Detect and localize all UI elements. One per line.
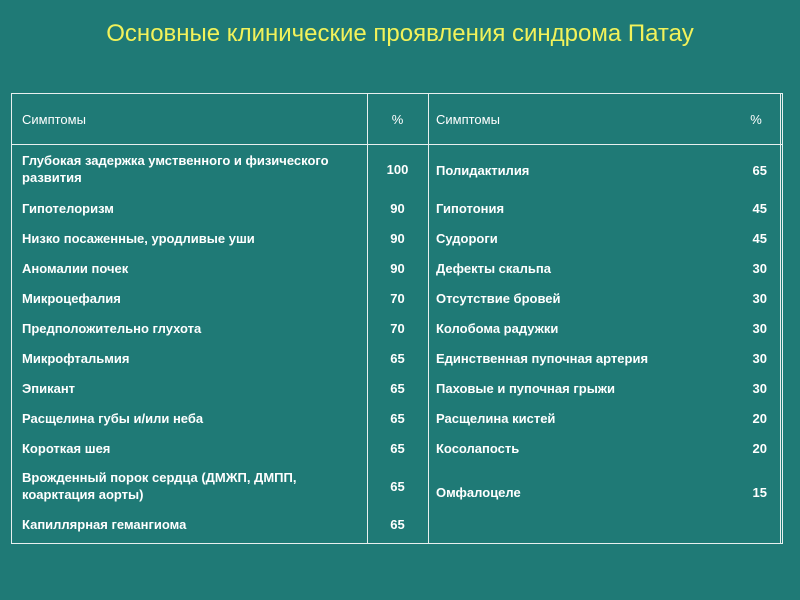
left-symptom-cell: Расщелина губы и/или неба xyxy=(22,410,204,426)
left-symptom-cell: Низко посаженные, уродливые уши xyxy=(22,230,255,246)
left-symptom-cell: Капиллярная гемангиома xyxy=(22,516,187,532)
left-percent-cell: 65 xyxy=(390,380,405,396)
left-percent-cell: 90 xyxy=(390,200,405,216)
left-percent-cell: 100 xyxy=(386,161,409,177)
left-percent-cell: 70 xyxy=(390,320,405,336)
left-symptom-cell: Короткая шея xyxy=(22,440,111,456)
right-percent-cell: 20 xyxy=(752,410,767,426)
right-percent-cell: 30 xyxy=(752,350,767,366)
right-symptom-cell: Паховые и пупочная грыжи xyxy=(436,380,616,396)
header-percent-left: % xyxy=(391,111,404,127)
right-symptom-cell: Единственная пупочная артерия xyxy=(436,350,649,366)
column-divider xyxy=(780,94,781,543)
left-symptom-cell: Гипотелоризм xyxy=(22,200,114,216)
left-percent-cell: 65 xyxy=(390,516,405,532)
right-percent-cell: 30 xyxy=(752,260,767,276)
left-symptom-cell: Врожденный порок сердца (ДМЖП, ДМПП, коарктация аорты) xyxy=(22,470,297,502)
left-percent-cell: 90 xyxy=(390,230,405,246)
left-symptom-cell: Глубокая задержка умственного и физического развития xyxy=(22,153,329,185)
column-divider xyxy=(428,94,429,543)
right-symptom-cell: Гипотония xyxy=(436,200,505,216)
left-percent-cell: 90 xyxy=(390,260,405,276)
left-percent-cell: 70 xyxy=(390,290,405,306)
right-percent-cell: 30 xyxy=(752,320,767,336)
symptoms-table xyxy=(11,93,783,544)
right-percent-cell: 30 xyxy=(752,290,767,306)
right-symptom-cell: Косолапость xyxy=(436,440,520,456)
right-symptom-cell: Отсутствие бровей xyxy=(436,290,561,306)
header-divider xyxy=(12,144,782,145)
right-percent-cell: 20 xyxy=(752,440,767,456)
left-percent-cell: 65 xyxy=(390,440,405,456)
page-title: Основные клинические проявления синдрома Патау xyxy=(106,20,694,47)
right-symptom-cell: Расщелина кистей xyxy=(436,410,556,426)
left-percent-cell: 65 xyxy=(390,410,405,426)
header-symptoms-right: Симптомы xyxy=(436,111,500,127)
header-symptoms-left: Симптомы xyxy=(22,111,86,127)
right-symptom-cell: Колобома радужки xyxy=(436,320,559,336)
right-percent-cell: 65 xyxy=(752,162,767,178)
left-symptom-cell: Предположительно глухота xyxy=(22,320,202,336)
right-symptom-cell: Дефекты скальпа xyxy=(436,260,551,276)
left-symptom-cell: Аномалии почек xyxy=(22,260,129,276)
left-percent-cell: 65 xyxy=(390,478,405,494)
left-percent-cell: 65 xyxy=(390,350,405,366)
right-percent-cell: 30 xyxy=(752,380,767,396)
left-symptom-cell: Эпикант xyxy=(22,380,76,396)
right-percent-cell: 15 xyxy=(752,484,767,500)
left-symptom-cell: Микрофтальмия xyxy=(22,350,130,366)
right-percent-cell: 45 xyxy=(752,230,767,246)
right-symptom-cell: Полидактилия xyxy=(436,162,530,178)
left-symptom-cell: Микроцефалия xyxy=(22,290,121,306)
right-symptom-cell: Судороги xyxy=(436,230,498,246)
right-percent-cell: 45 xyxy=(752,200,767,216)
right-symptom-cell: Омфалоцеле xyxy=(436,484,521,500)
header-percent-right: % xyxy=(750,111,762,127)
